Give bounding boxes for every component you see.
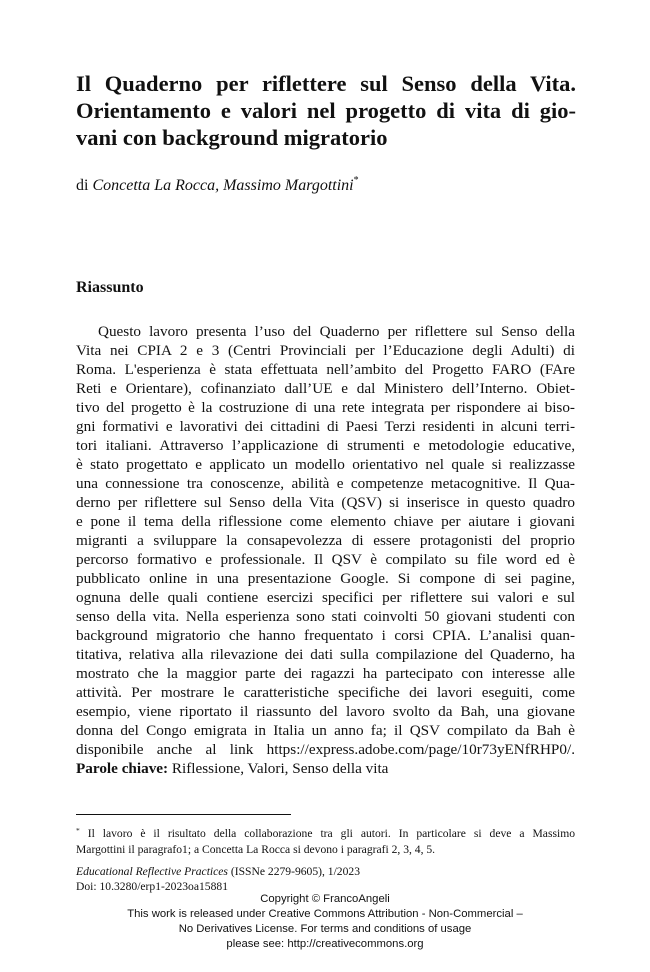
author-names: Concetta La Rocca, Massimo Margottini [92,177,354,194]
journal-doi: Doi: 10.3280/erp1-2023oa15881 [76,880,228,893]
abstract-line: migranti a sviluppare la consapevolezza di essere protagonisti del proprio [76,532,575,549]
abstract-line: Roma. L'esperienza è stata effettuata nell’ambito del Progetto FARO (FAre [76,361,575,378]
abstract-line: pubblicato online in una presentazione Google. Si compone di sei pagine, [76,570,575,587]
abstract-line: donna del Congo emigrata in Italia un anno fa; il QSV compilato da Bah è [76,722,575,739]
abstract-line: esempio, viene riportato il riassunto del lavoro svolto da Bah, una giovane [76,703,575,720]
article-title [76,70,576,151]
journal-issn: (ISSNe 2279-9605), 1/2023 [230,865,360,878]
author-line [76,175,359,195]
license-line: Copyright © FrancoAngeli [260,893,390,905]
footnote-marker: * [76,826,80,835]
footnote-line: Margottini il paragrafo1; a Concetta La Rocca si devono i paragrafi 2, 3, 4, 5. [76,843,436,856]
abstract-line: Vita nei CPIA 2 e 3 (Centri Provinciali per l’Educazione degli Adulti) di [76,342,575,359]
license-line: please see: http://creativecommons.org [226,938,424,950]
journal-info [76,864,360,894]
abstract-line: e pone il tema della riflessione come elemento chiave per aiutare i giovani [76,513,575,530]
abstract-heading: Riassunto [76,279,144,296]
abstract-line: Questo lavoro presenta l’uso del Quaderno per riflettere sul Senso della [98,323,575,340]
abstract-line: titativa, relativa alla rilevazione dei dati sulla compilazione del Quaderno, ha [76,646,575,663]
abstract-line: attività. Per mostrare le caratteristiche specifiche dei lavori eseguiti, come [76,684,575,701]
keywords-label: Parole chiave: [76,760,169,777]
abstract-line: tori italiani. Attraverso l’applicazione di strumenti e metodologie educative, [76,437,575,454]
abstract-line: mostrato che la maggior parte dei ragazzi ha partecipato con interesse alle [76,665,575,682]
abstract-line: derno per riflettere sul Senso della Vita (QSV) si inserisce in questo quadro [76,494,575,511]
abstract-line: gni formativi e lavorativi dei cittadini di Paesi Terzi residenti in alcuni terri- [76,418,575,435]
abstract-line: disponibile anche al link https://express.adobe.com/page/10r73yENfRHP0/. [76,741,575,758]
author-footnote-marker: * [353,175,359,186]
abstract-line: ognuna delle quali contiene esercizi specifici per riflettere sui valori e sul [76,589,575,606]
abstract-line: è stato progettato e applicato un modello orientativo nel quale si realizzasse [76,456,575,473]
author-prefix: di [76,177,89,194]
abstract-line: senso della vita. Nella esperienza sono stati coinvolti 50 giovani studenti con [76,608,575,625]
title-line-2: Orientamento e valori nel progetto di vita di gio- [76,98,576,123]
abstract-line: una connessione tra conoscenze, abilità e competenze metacognitive. Il Qua- [76,475,575,492]
abstract-body [76,322,575,778]
abstract-line: Reti e Orientare), cofinanziato dall’UE e dal Ministero dell’Interno. Obiet- [76,380,575,397]
footnote-line: * Il lavoro è il risultato della collaborazione tra gli autori. In particolare si deve a Massimo [76,826,576,840]
license-line: This work is released under Creative Commons Attribution - Non-Commercial – [127,908,523,920]
abstract-line: percorso formativo e professionale. Il QSV è compilato su file word ed è [76,551,575,568]
keywords-line [76,759,575,778]
license-notice [0,892,650,952]
title-line-1: Il Quaderno per riflettere sul Senso della Vita. [76,71,576,96]
footnote-divider [76,814,291,815]
keywords-value: Riflessione, Valori, Senso della vita [171,760,389,777]
journal-name: Educational Reflective Practices [76,865,228,878]
title-line-3: vani con background migratorio [76,125,388,150]
abstract-line: background migratorio che hanno frequentato i corsi CPIA. L’analisi quan- [76,627,575,644]
license-line: No Derivatives License. For terms and conditions of usage [178,923,472,935]
footnote [76,823,575,858]
abstract-line: tivo del progetto è la costruzione di una rete integrata per rispondere ai biso- [76,399,575,416]
